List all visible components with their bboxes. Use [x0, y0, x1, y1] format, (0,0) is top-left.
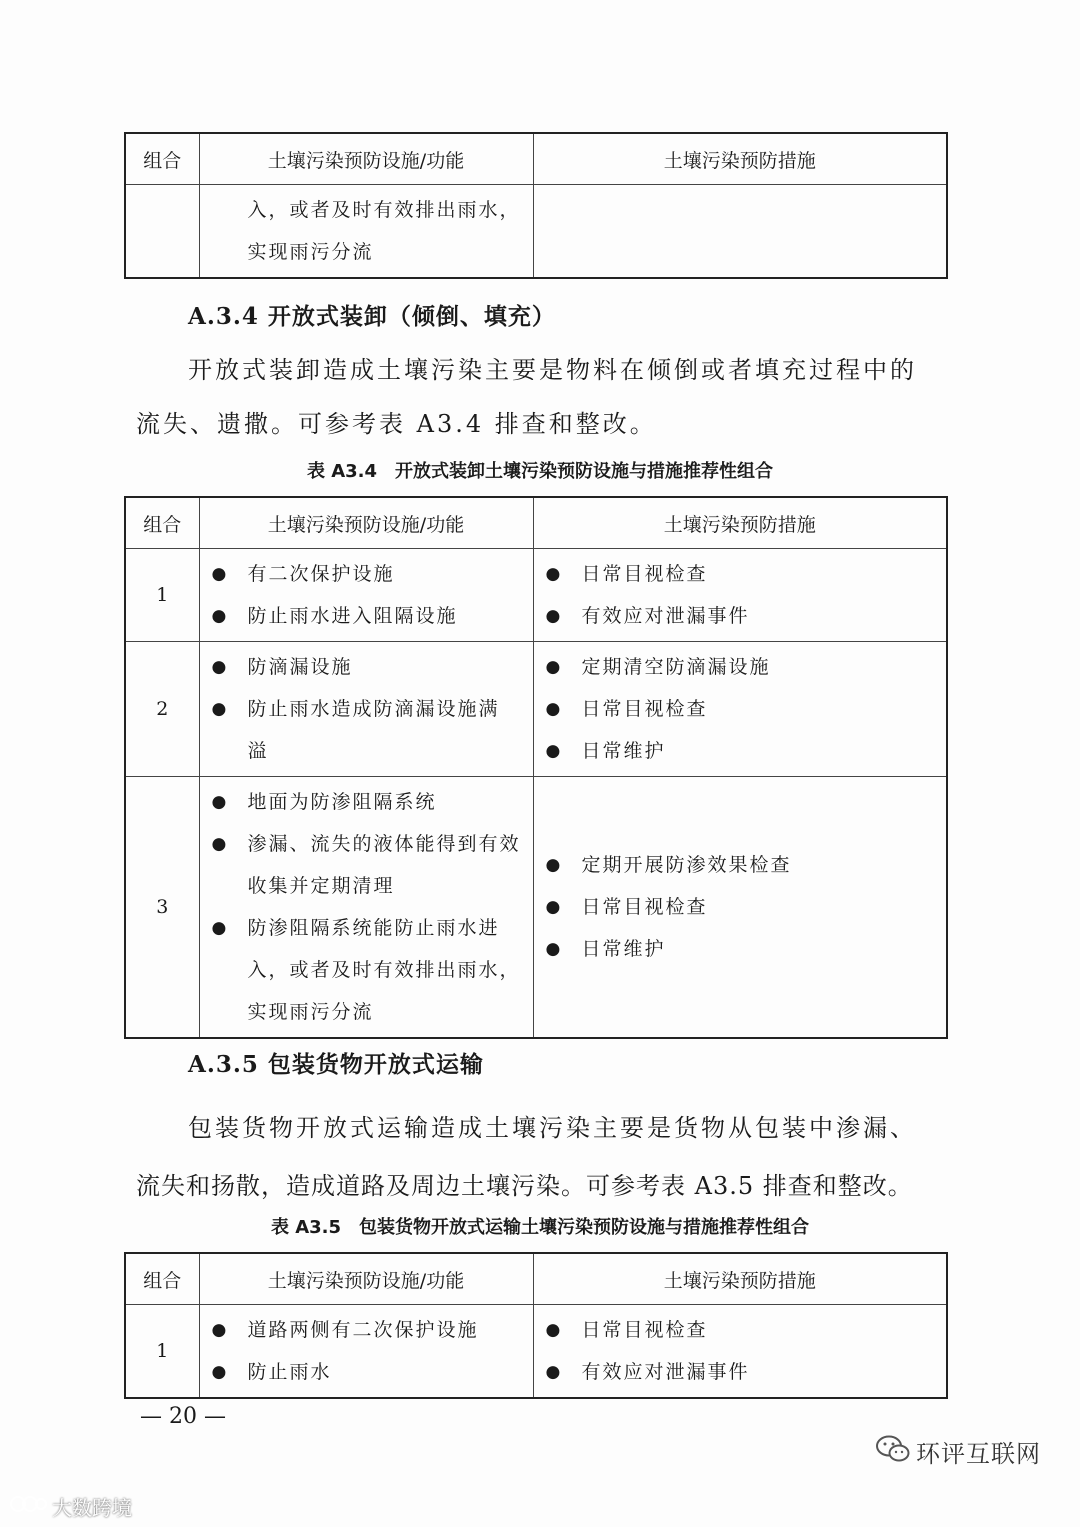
list-item: 日常目视检查	[581, 563, 708, 585]
bullet-icon: ●	[545, 657, 563, 677]
list-item: 定期开展防渗效果检查	[581, 854, 792, 876]
bullet-icon: ●	[545, 564, 563, 584]
bullet-icon: ●	[211, 918, 229, 938]
row-number: 1	[125, 1305, 199, 1399]
list-item-continuation: 入，或者及时有效排出雨水，	[247, 959, 521, 981]
measure-cell	[533, 185, 947, 279]
paragraph-line: 包装货物开放式运输造成土壤污染主要是货物从包装中渗漏、	[188, 1114, 917, 1142]
list-item: 日常目视检查	[581, 698, 708, 720]
bullet-icon: ●	[211, 792, 229, 812]
section-title-a34: A.3.4 开放式装卸（倾倒、填充）	[188, 303, 556, 330]
watermark-right	[876, 1434, 1041, 1469]
row-number: 2	[125, 642, 199, 777]
list-item: 定期清空防滴漏设施	[581, 656, 771, 678]
bullet-icon: ●	[545, 855, 563, 875]
watermark-left	[10, 1492, 132, 1521]
header-measure: 土壤污染预防措施	[533, 497, 947, 549]
list-item: 日常目视检查	[581, 1319, 708, 1341]
text-line: 实现雨污分流	[247, 241, 374, 263]
row-number: 1	[125, 549, 199, 642]
list-item-continuation: 溢	[247, 740, 269, 762]
text-line: 入，或者及时有效排出雨水，	[247, 199, 521, 221]
page-number: — 20 —	[140, 1404, 226, 1429]
combo-cell	[125, 185, 199, 279]
list-item: 防止雨水	[247, 1361, 332, 1383]
wechat-icon	[876, 1435, 910, 1469]
table-row	[125, 549, 947, 642]
list-item: 有二次保护设施	[247, 563, 395, 585]
list-item: 道路两侧有二次保护设施	[247, 1319, 479, 1341]
row-number: 3	[125, 777, 199, 1039]
list-item: 日常维护	[581, 740, 666, 762]
table-row	[125, 1305, 947, 1399]
list-item: 渗漏、流失的液体能得到有效	[247, 833, 521, 855]
list-item: 有效应对泄漏事件	[581, 1361, 750, 1383]
header-facility: 土壤污染预防设施/功能	[199, 133, 533, 185]
list-item: 日常目视检查	[581, 896, 708, 918]
list-item: 有效应对泄漏事件	[581, 605, 750, 627]
list-item-continuation: 实现雨污分流	[247, 1001, 374, 1023]
facility-cell	[199, 185, 533, 279]
bullet-icon: ●	[545, 741, 563, 761]
table-row	[125, 642, 947, 777]
list-item: 日常维护	[581, 938, 666, 960]
bullet-icon: ●	[545, 1362, 563, 1382]
bullet-icon: ●	[545, 606, 563, 626]
list-item: 防止雨水造成防滴漏设施满	[247, 698, 500, 720]
bullet-icon: ●	[211, 657, 229, 677]
bullet-icon: ●	[211, 699, 229, 719]
bullet-icon: ●	[211, 606, 229, 626]
header-combo: 组合	[125, 1253, 199, 1305]
header-combo: 组合	[125, 133, 199, 185]
bullet-icon: ●	[545, 699, 563, 719]
bullet-icon: ●	[211, 564, 229, 584]
watermark-text: 大数跨境	[52, 1496, 132, 1520]
paragraph-line: 流失和扬散，造成道路及周边土壤污染。可参考表 A3.5 排查和整改。	[136, 1172, 913, 1200]
watermark-text: 环评互联网	[916, 1440, 1041, 1468]
list-item: 防渗阻隔系统能防止雨水进	[247, 917, 500, 939]
bullet-icon: ●	[211, 1362, 229, 1382]
list-item: 防止雨水进入阻隔设施	[247, 605, 458, 627]
paragraph-line: 流失、遗撒。可参考表 A3.4 排查和整改。	[136, 410, 657, 438]
header-facility: 土壤污染预防设施/功能	[199, 1253, 533, 1305]
table-continued	[124, 132, 948, 279]
list-item: 防滴漏设施	[247, 656, 353, 678]
table-caption-a34: 表 A3.4 开放式装卸土壤污染预防设施与措施推荐性组合	[306, 461, 774, 482]
list-item: 地面为防渗阻隔系统	[247, 791, 437, 813]
table-caption-a35: 表 A3.5 包装货物开放式运输土壤污染预防设施与措施推荐性组合	[270, 1217, 810, 1238]
bullet-icon: ●	[545, 939, 563, 959]
paragraph-line: 开放式装卸造成土壤污染主要是物料在倾倒或者填充过程中的	[188, 356, 917, 384]
header-combo: 组合	[125, 497, 199, 549]
logo-icon	[10, 1493, 48, 1520]
table-a35	[124, 1252, 948, 1399]
header-measure: 土壤污染预防措施	[533, 133, 947, 185]
section-title-a35: A.3.5 包装货物开放式运输	[188, 1051, 484, 1078]
bullet-icon: ●	[545, 897, 563, 917]
bullet-icon: ●	[211, 1320, 229, 1340]
header-measure: 土壤污染预防措施	[533, 1253, 947, 1305]
bullet-icon: ●	[545, 1320, 563, 1340]
list-item-continuation: 收集并定期清理	[247, 875, 395, 897]
table-row	[125, 777, 947, 1039]
header-facility: 土壤污染预防设施/功能	[199, 497, 533, 549]
bullet-icon: ●	[211, 834, 229, 854]
table-a34	[124, 496, 948, 1039]
